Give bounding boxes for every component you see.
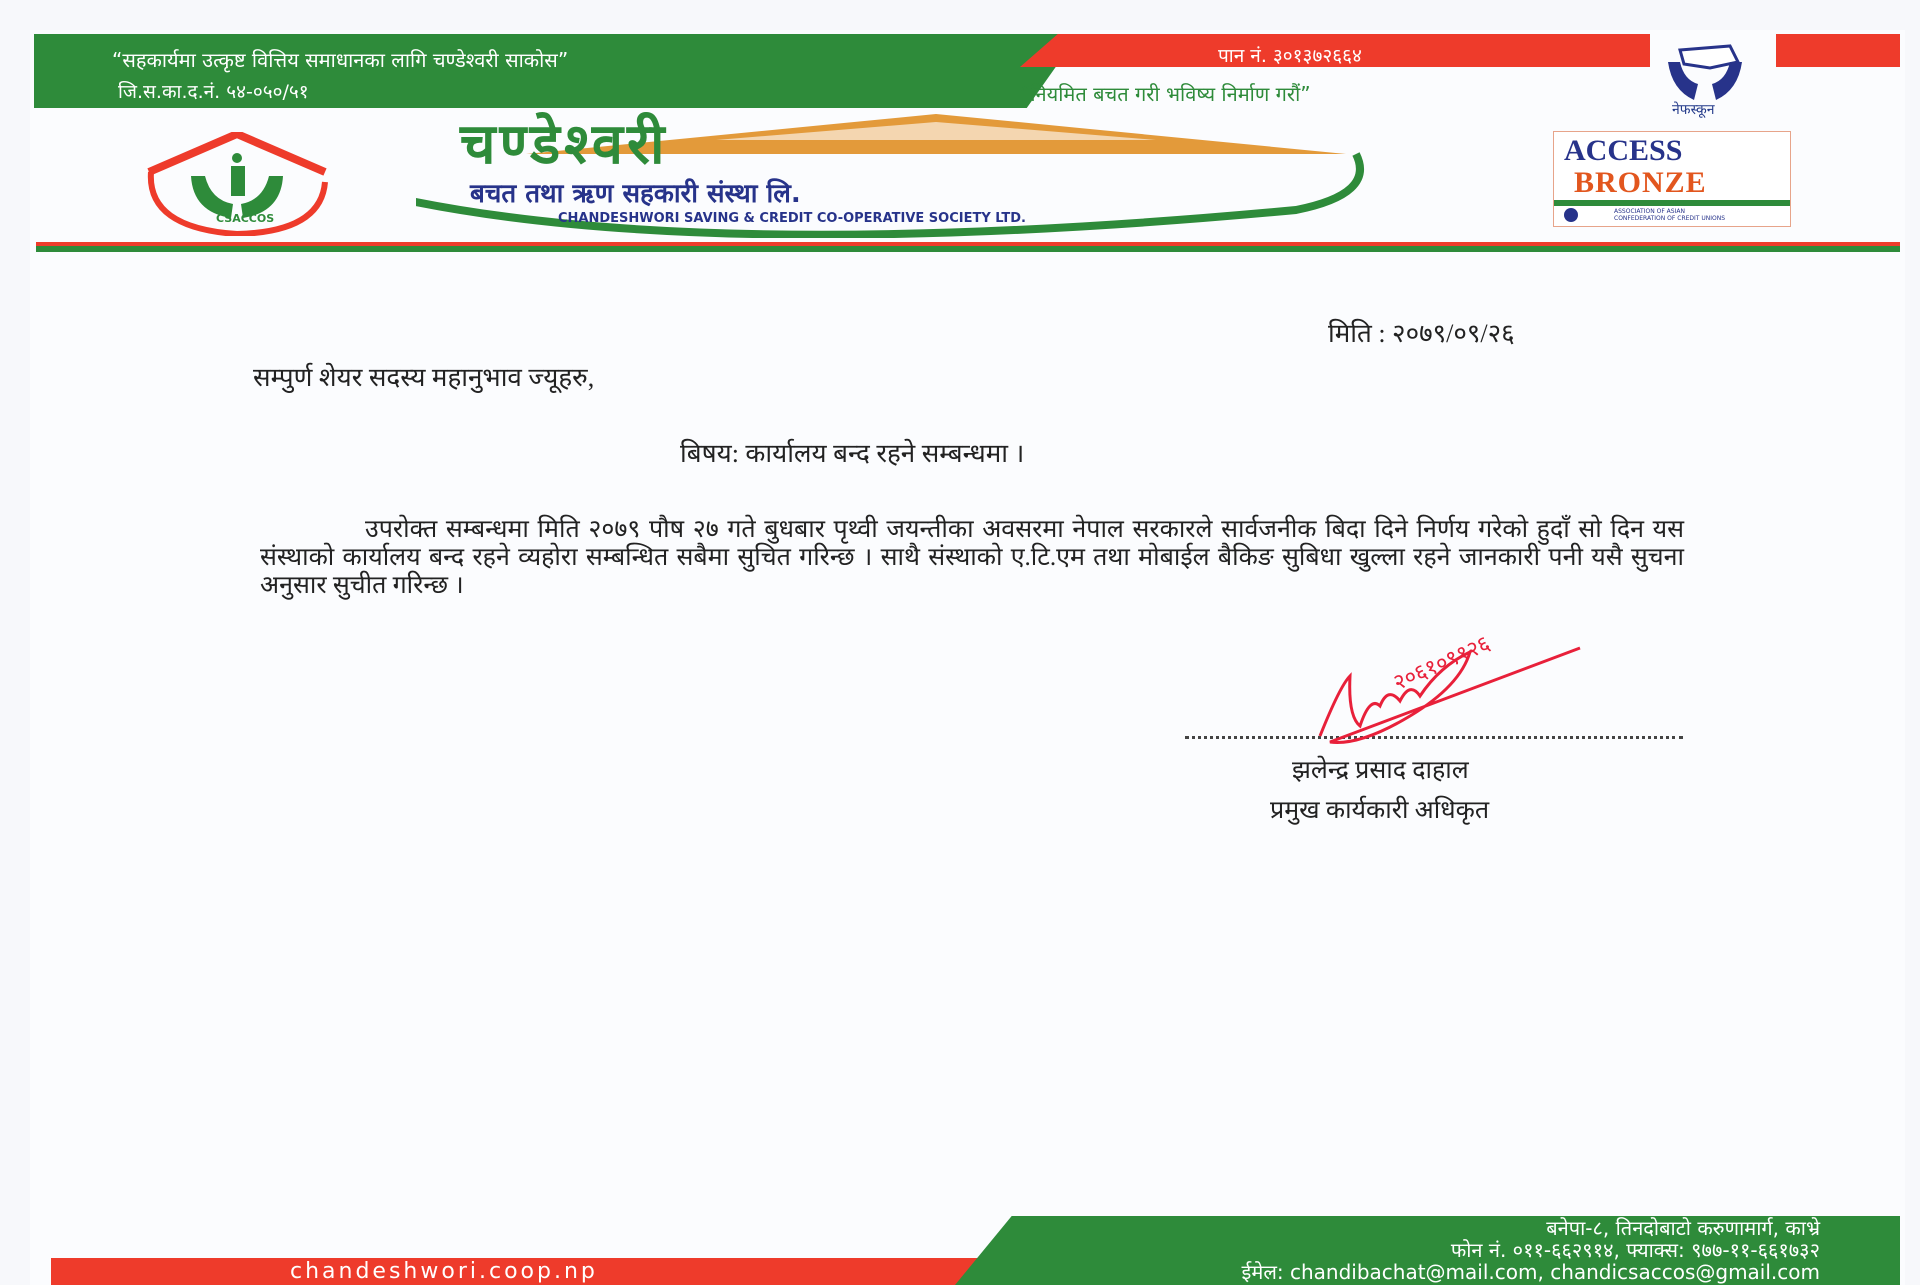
letter-date: मिति : २०७९/०९/२६: [1328, 319, 1515, 348]
signature-date: २०६१०९१२६: [1389, 631, 1495, 696]
accu-text: ASSOCIATION OF ASIAN CONFEDERATION OF CREDIT UNIONS: [1614, 208, 1726, 222]
nefscun-label: नेफस्कून: [1672, 102, 1715, 118]
header-slogan-right: “नियमित बचत गरी भविष्य निर्माण गरौं”: [1020, 82, 1311, 106]
org-name-subtitle: बचत तथा ऋण सहकारी संस्था लि.: [470, 179, 801, 209]
footer-phone: फोन नं. ०११-६६२९१४, फ्याक्स: ९७७-११-६६१७३२: [1450, 1238, 1820, 1262]
letter-body: उपरोक्त सम्बन्धमा मिति २०७९ पौष २७ गते बुधबार पृथ्वी जयन्तीका अवसरमा नेपाल सरकारले सार्वजनीक बिदा दिने निर्णय गरेको हुदाँ सो दिन यस संस्थाको कार्यालय बन्द रहने व्यहोरा सम्बन्धित सबैमा सुचित गरिन्छ । साथै संस्थाको ए.टि.एम तथा मोबाईल बैकिङ सुबिधा खुल्ला रहने जानकारी पनी यसै सुचना अनुसार सुचीत गरिन्छ ।: [260, 516, 1684, 599]
footer-website[interactable]: chandeshwori.coop.np: [290, 1259, 598, 1284]
signer-title: प्रमुख कार्यकारी अधिकृत: [1270, 797, 1490, 824]
registration-number: जि.स.का.द.नं. ५४-०५०/५१: [118, 81, 309, 103]
header-red-band-right: [1776, 34, 1900, 67]
header-divider-green: [36, 246, 1900, 252]
access-word: ACCESS: [1564, 134, 1683, 167]
signer-name: झलेन्द्र प्रसाद दाहाल: [1292, 757, 1469, 784]
csaccos-label: CSACCOS: [216, 212, 275, 225]
header-slogan-left: “सहकार्यमा उत्कृष्ट वित्तिय समाधानका लागि चण्डेश्वरी साकोस”: [112, 48, 569, 72]
footer-email[interactable]: ईमेल: chandibachat@mail.com, chandicsaccos@gmail.com: [1241, 1260, 1820, 1284]
accu-seal-icon: [1564, 208, 1578, 222]
bronze-word: BRONZE: [1574, 166, 1707, 199]
footer-address: बनेपा-८, तिनदोबाटो करुणामार्ग, काभ्रे: [1546, 1216, 1820, 1240]
access-bronze-badge: [1553, 131, 1791, 227]
pan-number: पान नं. ३०१३७२६६४: [1218, 45, 1362, 67]
badge-green-bar: [1554, 200, 1790, 206]
salutation: सम्पुर्ण शेयर सदस्य महानुभाव ज्यूहरु,: [253, 363, 595, 392]
subject-line: बिषय: कार्यालय बन्द रहने सम्बन्धमा ।: [680, 439, 1025, 468]
nefscun-hands-icon: [1650, 40, 1760, 102]
org-name-english: CHANDESHWORI SAVING & CREDIT CO-OPERATIVE SOCIETY LTD.: [558, 211, 1026, 226]
org-name-devanagari: चण्डेश्वरी: [460, 112, 669, 177]
